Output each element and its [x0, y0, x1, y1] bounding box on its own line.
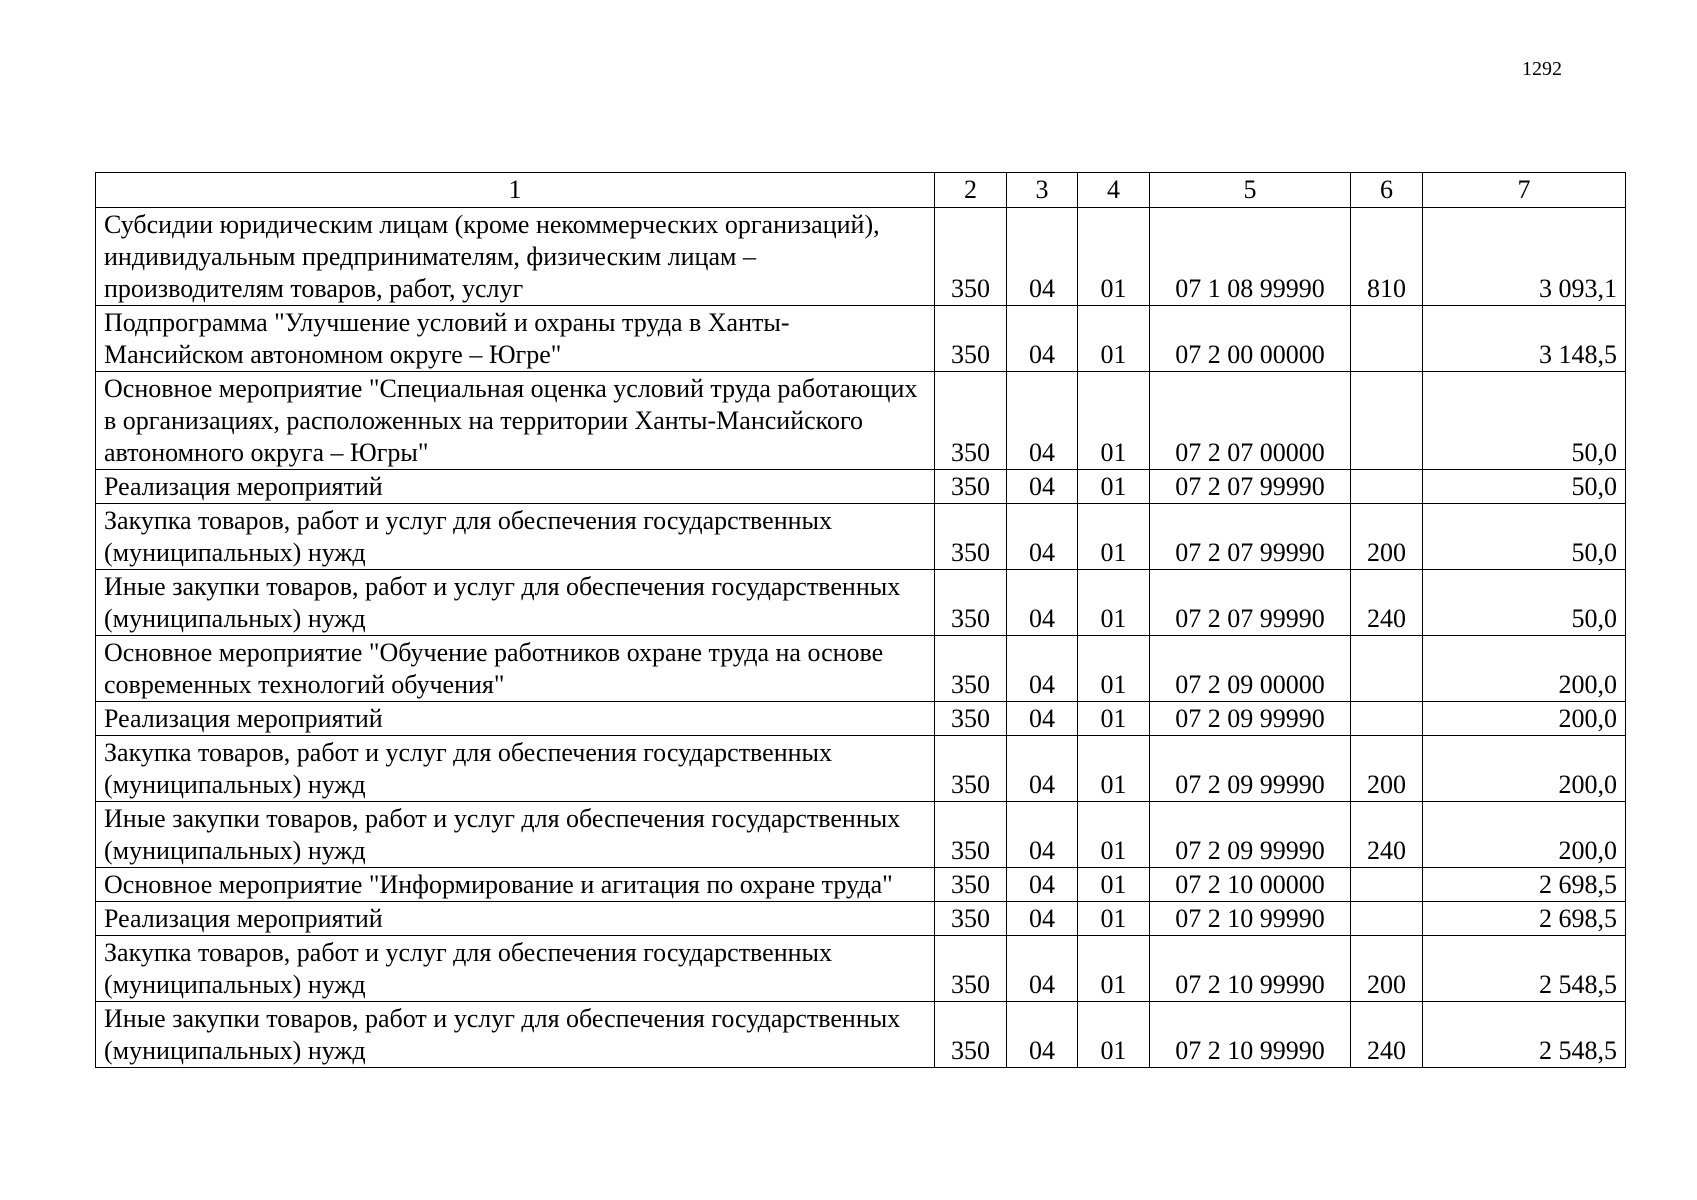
- table-row: [96, 306, 1626, 372]
- cell-amount: 2 698,5: [1423, 868, 1626, 902]
- header-col-4: 4: [1078, 173, 1150, 208]
- cell-col-5: 07 2 09 99990: [1150, 802, 1351, 868]
- cell-col-3: 04: [1007, 504, 1078, 570]
- cell-col-4: 01: [1078, 306, 1150, 372]
- cell-col-2: 350: [935, 902, 1007, 936]
- cell-amount: 50,0: [1423, 504, 1626, 570]
- cell-name: Иные закупки товаров, работ и услуг для обеспечения государственных (муниципальных) нужд: [96, 1002, 935, 1068]
- cell-col-2: 350: [935, 372, 1007, 470]
- cell-col-5: 07 2 10 00000: [1150, 868, 1351, 902]
- cell-name: Реализация мероприятий: [96, 902, 935, 936]
- header-row: [96, 173, 1626, 208]
- cell-amount: 200,0: [1423, 636, 1626, 702]
- cell-col-2: 350: [935, 802, 1007, 868]
- cell-col-3: 04: [1007, 868, 1078, 902]
- table-row: [96, 936, 1626, 1002]
- cell-col-5: 07 1 08 99990: [1150, 208, 1351, 306]
- table-row: [96, 470, 1626, 504]
- cell-name: Иные закупки товаров, работ и услуг для обеспечения государственных (муниципальных) нужд: [96, 802, 935, 868]
- cell-col-3: 04: [1007, 902, 1078, 936]
- cell-col-2: 350: [935, 736, 1007, 802]
- table-row: [96, 372, 1626, 470]
- cell-col-5: 07 2 10 99990: [1150, 1002, 1351, 1068]
- cell-col-4: 01: [1078, 470, 1150, 504]
- cell-name: Подпрограмма "Улучшение условий и охраны труда в Ханты-Мансийском автономном округе – Югре": [96, 306, 935, 372]
- cell-col-2: 350: [935, 306, 1007, 372]
- cell-col-4: 01: [1078, 1002, 1150, 1068]
- cell-amount: 3 148,5: [1423, 306, 1626, 372]
- cell-amount: 2 548,5: [1423, 1002, 1626, 1068]
- cell-col-2: 350: [935, 208, 1007, 306]
- cell-col-4: 01: [1078, 570, 1150, 636]
- cell-col-4: 01: [1078, 372, 1150, 470]
- page-number: 1292: [1522, 58, 1562, 80]
- cell-col-6: [1351, 306, 1423, 372]
- cell-amount: 50,0: [1423, 570, 1626, 636]
- cell-col-3: 04: [1007, 936, 1078, 1002]
- cell-col-4: 01: [1078, 504, 1150, 570]
- cell-col-4: 01: [1078, 868, 1150, 902]
- table-row: [96, 504, 1626, 570]
- cell-amount: 3 093,1: [1423, 208, 1626, 306]
- cell-col-3: 04: [1007, 306, 1078, 372]
- table-row: [96, 736, 1626, 802]
- table-row: [96, 802, 1626, 868]
- cell-name: Реализация мероприятий: [96, 470, 935, 504]
- cell-name: Иные закупки товаров, работ и услуг для обеспечения государственных (муниципальных) нужд: [96, 570, 935, 636]
- table-body: [96, 208, 1626, 1068]
- table-row: [96, 702, 1626, 736]
- table-row: [96, 868, 1626, 902]
- cell-name: Субсидии юридическим лицам (кроме некоммерческих организаций), индивидуальным предпринимателям, физическим лицам – производителям товаров, работ, услуг: [96, 208, 935, 306]
- cell-col-2: 350: [935, 470, 1007, 504]
- header-col-2: 2: [935, 173, 1007, 208]
- cell-amount: 50,0: [1423, 372, 1626, 470]
- cell-amount: 2 548,5: [1423, 936, 1626, 1002]
- cell-col-5: 07 2 09 99990: [1150, 736, 1351, 802]
- cell-name: Закупка товаров, работ и услуг для обеспечения государственных (муниципальных) нужд: [96, 504, 935, 570]
- cell-col-4: 01: [1078, 902, 1150, 936]
- cell-amount: 200,0: [1423, 802, 1626, 868]
- cell-col-6: 240: [1351, 802, 1423, 868]
- table-row: [96, 208, 1626, 306]
- cell-col-3: 04: [1007, 1002, 1078, 1068]
- cell-amount: 50,0: [1423, 470, 1626, 504]
- cell-col-5: 07 2 10 99990: [1150, 936, 1351, 1002]
- budget-table: [95, 172, 1626, 1068]
- cell-col-6: [1351, 868, 1423, 902]
- cell-col-3: 04: [1007, 736, 1078, 802]
- cell-name: Основное мероприятие "Специальная оценка условий труда работающих в организациях, расположенных на территории Ханты-Мансийского автономного округа – Югры": [96, 372, 935, 470]
- cell-col-3: 04: [1007, 372, 1078, 470]
- cell-col-6: 810: [1351, 208, 1423, 306]
- cell-name: Реализация мероприятий: [96, 702, 935, 736]
- table-row: [96, 902, 1626, 936]
- cell-col-6: 200: [1351, 736, 1423, 802]
- cell-col-6: [1351, 902, 1423, 936]
- cell-col-3: 04: [1007, 208, 1078, 306]
- cell-col-4: 01: [1078, 208, 1150, 306]
- cell-name: Основное мероприятие "Информирование и агитация по охране труда": [96, 868, 935, 902]
- cell-col-5: 07 2 09 99990: [1150, 702, 1351, 736]
- cell-col-5: 07 2 07 99990: [1150, 570, 1351, 636]
- cell-col-2: 350: [935, 570, 1007, 636]
- cell-col-2: 350: [935, 636, 1007, 702]
- cell-col-4: 01: [1078, 936, 1150, 1002]
- cell-col-4: 01: [1078, 702, 1150, 736]
- cell-name: Закупка товаров, работ и услуг для обеспечения государственных (муниципальных) нужд: [96, 736, 935, 802]
- cell-col-4: 01: [1078, 736, 1150, 802]
- cell-col-2: 350: [935, 1002, 1007, 1068]
- cell-col-3: 04: [1007, 702, 1078, 736]
- cell-col-2: 350: [935, 504, 1007, 570]
- cell-col-5: 07 2 07 99990: [1150, 504, 1351, 570]
- cell-col-6: 240: [1351, 570, 1423, 636]
- header-col-1: 1: [96, 173, 935, 208]
- table-header: [96, 173, 1626, 208]
- header-col-7: 7: [1423, 173, 1626, 208]
- header-col-3: 3: [1007, 173, 1078, 208]
- cell-col-5: 07 2 10 99990: [1150, 902, 1351, 936]
- header-col-6: 6: [1351, 173, 1423, 208]
- cell-col-5: 07 2 09 00000: [1150, 636, 1351, 702]
- cell-col-2: 350: [935, 702, 1007, 736]
- table-row: [96, 1002, 1626, 1068]
- cell-amount: 200,0: [1423, 702, 1626, 736]
- cell-col-4: 01: [1078, 636, 1150, 702]
- header-col-5: 5: [1150, 173, 1351, 208]
- cell-col-5: 07 2 07 99990: [1150, 470, 1351, 504]
- cell-col-3: 04: [1007, 636, 1078, 702]
- cell-col-6: [1351, 470, 1423, 504]
- cell-col-2: 350: [935, 936, 1007, 1002]
- cell-name: Основное мероприятие "Обучение работников охране труда на основе современных технологий обучения": [96, 636, 935, 702]
- table-row: [96, 636, 1626, 702]
- cell-col-3: 04: [1007, 470, 1078, 504]
- cell-col-6: 200: [1351, 504, 1423, 570]
- cell-amount: 200,0: [1423, 736, 1626, 802]
- cell-col-6: 240: [1351, 1002, 1423, 1068]
- cell-col-6: [1351, 372, 1423, 470]
- cell-col-5: 07 2 00 00000: [1150, 306, 1351, 372]
- cell-col-6: [1351, 636, 1423, 702]
- cell-col-6: [1351, 702, 1423, 736]
- cell-col-4: 01: [1078, 802, 1150, 868]
- cell-col-2: 350: [935, 868, 1007, 902]
- cell-amount: 2 698,5: [1423, 902, 1626, 936]
- cell-col-5: 07 2 07 00000: [1150, 372, 1351, 470]
- table-row: [96, 570, 1626, 636]
- cell-col-3: 04: [1007, 570, 1078, 636]
- cell-col-3: 04: [1007, 802, 1078, 868]
- cell-col-6: 200: [1351, 936, 1423, 1002]
- cell-name: Закупка товаров, работ и услуг для обеспечения государственных (муниципальных) нужд: [96, 936, 935, 1002]
